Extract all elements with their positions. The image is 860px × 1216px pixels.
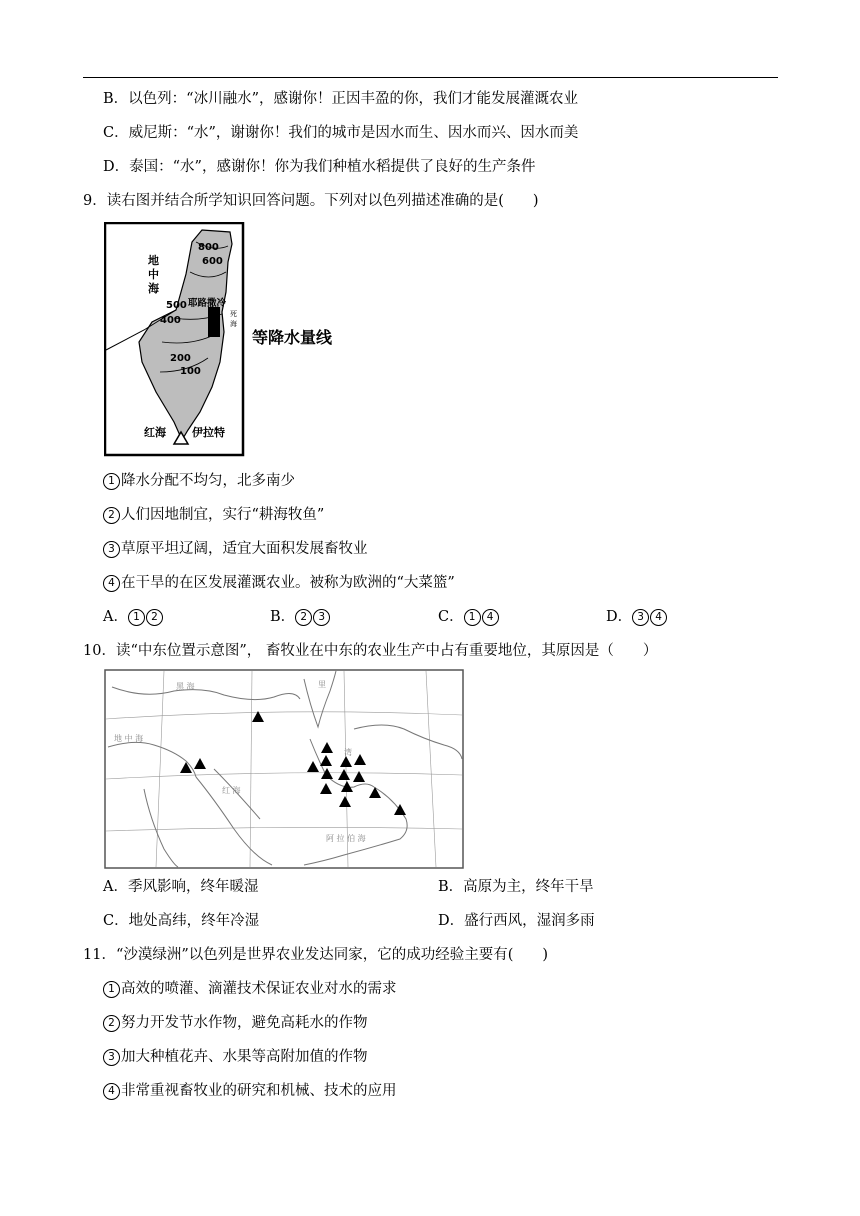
circled-number: 2 <box>146 609 163 626</box>
q10-middle-east-map <box>104 669 464 869</box>
q10-map-caspian: 里 <box>318 680 326 689</box>
q9-map-sea-label-1: 地 <box>148 254 159 267</box>
q9-map-iso-600: 600 <box>202 256 223 267</box>
header-rule <box>83 77 778 78</box>
option-letter: B． <box>270 609 296 625</box>
q10-map-gulf: 湾 <box>344 748 352 757</box>
q11-statement-1 <box>103 979 397 999</box>
option-letter: D． <box>606 609 633 625</box>
q9-option-b <box>270 607 331 627</box>
q9-statement-3 <box>103 539 368 559</box>
statement-text: 高效的喷灌、滴灌技术保证农业对水的需求 <box>121 981 397 997</box>
q9-statement-1 <box>103 471 295 491</box>
statement-text: 人们因地制宜，实行“耕海牧鱼” <box>121 507 325 523</box>
q9-statement-2 <box>103 505 324 525</box>
circled-number: 3 <box>103 541 120 558</box>
option-letter: A． <box>103 609 128 625</box>
statement-text: 加大种植花卉、水果等高附加值的作物 <box>121 1049 368 1065</box>
q9-map-dead-sea-1: 死 <box>230 310 237 318</box>
q11-statement-2 <box>103 1013 368 1033</box>
q9-map-iso-400: 400 <box>160 315 181 326</box>
q9-map-iso-800: 800 <box>198 242 219 253</box>
circled-number: 4 <box>103 575 120 592</box>
q8-option-b: B．以色列：“冰川融水”，感谢你！正因丰盈的你，我们才能发展灌溉农业 <box>103 91 578 107</box>
q8-option-c: C．威尼斯：“水”，谢谢你！我们的城市是因水而生、因水而兴、因水而美 <box>103 125 579 141</box>
q9-option-c <box>438 607 500 627</box>
circled-number: 1 <box>128 609 145 626</box>
q9-map-dead-sea-2: 海 <box>230 320 237 328</box>
q9-map-red-sea: 红海 <box>144 426 166 439</box>
circled-number: 3 <box>632 609 649 626</box>
q11-stem: 11．“沙漠绿洲”以色列是世界农业发达同家，它的成功经验主要有( ) <box>83 947 549 963</box>
statement-text: 草原平坦辽阔，适宜大面积发展畜牧业 <box>121 541 368 557</box>
q9-map-eilat: 伊拉特 <box>192 426 225 439</box>
q10-option-c: C．地处高纬，终年冷湿 <box>103 913 260 929</box>
q9-option-a <box>103 607 164 627</box>
q9-map-iso-100: 100 <box>180 366 201 377</box>
q10-option-b: B．高原为主，终年干旱 <box>438 879 594 895</box>
q11-statement-3 <box>103 1047 368 1067</box>
q9-israel-map <box>104 222 354 457</box>
circled-number: 4 <box>482 609 499 626</box>
statement-text: 非常重视畜牧业的研究和机械、技术的应用 <box>121 1083 397 1099</box>
q11-statement-4 <box>103 1081 397 1101</box>
q10-option-d: D．盛行西风，湿润多雨 <box>438 913 595 929</box>
q10-map-black-sea: 黑 海 <box>176 682 195 691</box>
circled-number: 3 <box>103 1049 120 1066</box>
q8-option-d: D．泰国：“水”，感谢你！你为我们种植水稻提供了良好的生产条件 <box>103 159 536 175</box>
circled-number: 2 <box>295 609 312 626</box>
q10-stem: 10．读“中东位置示意图”， 畜牧业在中东的农业生产中占有重要地位，其原因是（ ） <box>83 643 658 659</box>
q9-map-sea-label-2: 中 <box>148 268 159 281</box>
q10-map-red-sea: 红 海 <box>222 786 241 795</box>
q9-stem: 9．读右图并结合所学知识回答问题。下列对以色列描述准确的是( ) <box>83 193 539 209</box>
q9-map-iso-200: 200 <box>170 353 191 364</box>
q10-map-arabian-sea: 阿 拉 伯 海 <box>326 834 366 843</box>
q9-map-legend: 等降水量线 <box>252 328 333 347</box>
option-letter: C． <box>438 609 464 625</box>
circled-number: 2 <box>103 1015 120 1032</box>
q10-map-mediterranean: 地 中 海 <box>114 734 144 743</box>
statement-text: 努力开发节水作物，避免高耗水的作物 <box>121 1015 368 1031</box>
q9-map-jerusalem: 耶路撒冷 <box>188 298 227 309</box>
circled-number: 3 <box>313 609 330 626</box>
statement-text: 降水分配不均匀，北多南少 <box>121 473 295 489</box>
circled-number: 1 <box>103 473 120 490</box>
q9-map-iso-500: 500 <box>166 300 187 311</box>
circled-number: 1 <box>464 609 481 626</box>
circled-number: 1 <box>103 981 120 998</box>
circled-number: 4 <box>650 609 667 626</box>
circled-number: 2 <box>103 507 120 524</box>
circled-number: 4 <box>103 1083 120 1100</box>
statement-text: 在干旱的在区发展灌溉农业。被称为欧洲的“大菜篮” <box>121 575 455 591</box>
q9-option-d <box>606 607 668 627</box>
q10-option-a: A．季风影响，终年暖湿 <box>103 879 259 895</box>
q9-map-sea-label-3: 海 <box>148 282 159 295</box>
q9-statement-4 <box>103 573 455 593</box>
